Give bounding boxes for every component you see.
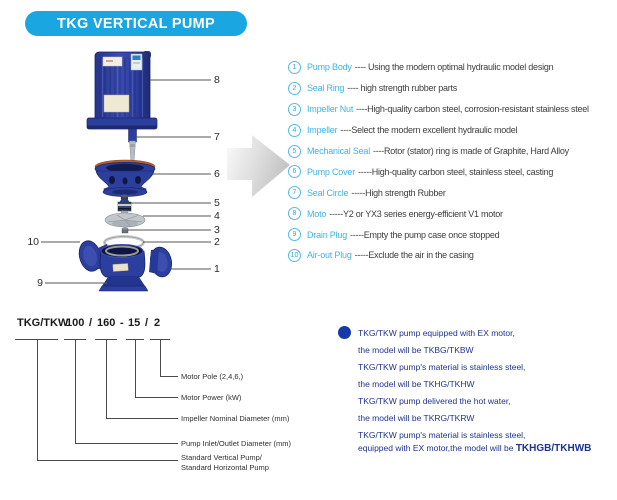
part-desc: ---- high strength rubber parts [347,83,458,94]
part-desc: ----Rotor (stator) ring is made of Graphite, Hard Alloy [373,146,569,156]
part-number-badge: 6 [288,165,301,178]
part-desc: ----High-quality carbon steel, corrosion-resistant stainless steel [356,104,589,115]
note-line: the model will be TKHG/TKHW [358,379,475,389]
connector-vline-power [135,339,136,397]
part-row-9 [288,224,617,245]
part-number-badge: 5 [288,145,301,158]
connector-hline-pole [160,376,178,377]
connector-vline-pole [160,339,161,376]
part-number-badge: 8 [288,207,301,220]
connector-hline-power [135,397,178,398]
pump-cover-illustration [95,160,155,197]
part-desc: -----High-quality carbon steel, stainless steel, casting [358,166,554,177]
part-name: Moto [307,208,327,219]
part-name: Mechanical Seal [307,146,371,156]
impeller-illustration [105,211,145,227]
part-row-3 [288,99,617,120]
right-arrow-icon [227,133,291,205]
part-desc: ----Select the modern excellent hydraulic model [340,125,518,136]
part-row-7 [288,182,617,203]
model-token-series: TKG/TKW [17,317,69,329]
motor-illustration [87,51,157,162]
part-name: Impeller Nut [307,104,354,115]
connector-vline-inlet [75,339,76,443]
note-line: the model will be TKRG/TKRW [358,413,475,423]
part-desc: -----Empty the pump case once stopped [350,229,500,240]
note-line: TKG/TKW pump's material is stainless steel, [358,430,526,440]
part-row-1 [288,57,617,78]
part-number-badge: 4 [288,124,301,137]
model-token-power: 15 [128,317,141,329]
callout-8: 8 [214,74,220,86]
label-standard-horizontal: Standard Horizontal Pump [181,463,269,472]
motor-nameplate-main [104,95,129,112]
model-token-sep3: / [145,317,149,329]
label-standard-vertical: Standard Vertical Pump/ [181,453,262,462]
part-row-10 [288,245,617,266]
callout-7: 7 [214,131,220,143]
part-number-badge: 2 [288,82,301,95]
note-last-prefix: equipped with EX motor,the model will be [358,443,516,453]
part-row-5 [288,141,617,162]
callout-1: 1 [214,263,220,275]
part-number-badge: 7 [288,186,301,199]
part-number-badge: 1 [288,61,301,74]
callout-5: 5 [214,197,220,209]
note-line-last [358,443,591,454]
label-motor-power: Motor Power (kW) [181,393,242,402]
part-name: Air-out Plug [307,250,352,261]
part-name: Impeller [307,125,338,136]
part-desc: -----Y2 or YX3 series energy-efficient V1 motor [329,208,503,219]
part-row-6 [288,161,617,182]
part-name: Drain Plug [307,229,348,240]
callout-4: 4 [214,210,220,222]
page-title: TKG VERTICAL PUMP [25,11,247,36]
note-line: TKG/TKW pump equipped with EX motor, [358,328,515,338]
part-row-2 [288,78,617,99]
part-number-badge: 3 [288,103,301,116]
part-desc: -----High strength Rubber [351,187,446,198]
connector-hline-inlet [75,443,178,444]
part-desc: ---- Using the modern optimal hydraulic model design [354,62,554,73]
part-name: Pump Cover [307,166,356,177]
pump-body-label [113,263,128,271]
part-desc: -----Exclude the air in the casing [354,250,474,261]
callout-6: 6 [214,168,220,180]
part-number-badge: 9 [288,228,301,241]
part-name: Seal Circle [307,187,349,198]
connector-vline-series [37,339,38,460]
model-token-impeller: 160 [97,317,116,329]
connector-hline-impeller [106,418,178,419]
model-token-inlet: 100 [66,317,85,329]
note-line: TKG/TKW pump's material is stainless steel, [358,362,526,372]
note-line: the model will be TKBG/TKBW [358,345,474,355]
part-row-4 [288,120,617,141]
model-token-sep1: / [89,317,93,329]
model-token-sep2: - [120,317,124,329]
note-last-model: TKHGB/TKHWB [515,443,592,454]
part-name: Seal Ring [307,83,345,94]
part-name: Pump Body [307,62,352,73]
callout-3: 3 [214,224,220,236]
callout-2: 2 [214,236,220,248]
pump-exploded-diagram [10,45,235,310]
callout-10: 10 [27,236,39,248]
connector-vline-impeller [106,339,107,418]
part-row-8 [288,203,617,224]
label-impeller-diameter: Impeller Nominal Diameter (mm) [181,414,290,423]
label-inlet-outlet-diameter: Pump Inlet/Outlet Diameter (mm) [181,439,292,448]
impeller-nut-illustration [122,227,128,233]
callout-9: 9 [37,277,43,289]
bullet-dot-icon [338,326,351,339]
note-line: TKG/TKW pump delivered the hot water, [358,396,511,406]
label-motor-pole: Motor Pole (2,4,6,) [181,372,244,381]
model-token-pole: 2 [154,317,161,329]
parts-list [288,57,617,266]
connector-hline-series [37,460,178,461]
part-number-badge: 10 [288,249,301,262]
